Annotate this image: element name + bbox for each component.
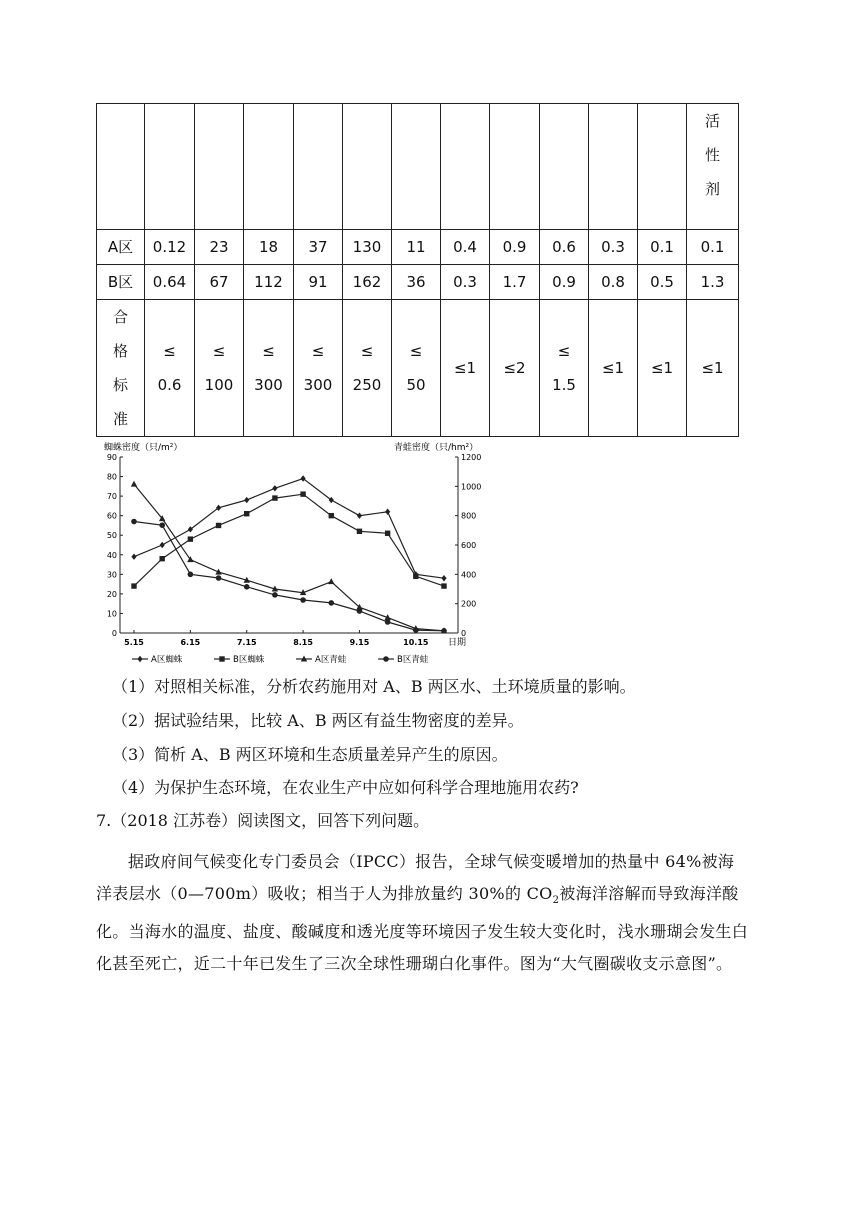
legend-marker	[219, 656, 224, 661]
data-point-series-0	[385, 509, 390, 515]
data-point-series-1	[272, 495, 277, 500]
data-point-series-3	[131, 519, 137, 525]
legend-label: B区青蛙	[397, 655, 429, 665]
question-3: （3）简析 A、B 两区环境和生态质量差异产生的原因。	[112, 745, 508, 764]
data-point-series-1	[159, 556, 164, 561]
data-point-series-1	[413, 574, 418, 579]
legend-label: B区蜘蛛	[233, 655, 265, 665]
data-point-series-0	[357, 512, 362, 518]
data-point-series-0	[188, 526, 193, 532]
series-line-0	[134, 479, 444, 579]
data-point-series-0	[216, 505, 221, 511]
legend-label: A区蜘蛛	[151, 655, 183, 665]
data-point-series-0	[131, 554, 136, 560]
y-right-tick-label: 400	[461, 570, 477, 580]
y-right-tick-label: 600	[461, 541, 477, 550]
header-cell-last: 活 性 剂	[687, 104, 739, 230]
y-right-tick-label: 0	[461, 629, 467, 638]
question-1: （1）对照相关标准，分析农药施用对 A、B 两区水、土环境质量的影响。	[112, 677, 636, 696]
y-left-tick-label: 50	[106, 531, 117, 541]
table-row-standard: 合 格 标 准 ≤ 0.6 ≤ 100 ≤ 300 ≤ 300 ≤ 250 ≤ 50 ≤1 ≤2 ≤ 1.5 ≤1 ≤1 ≤1	[97, 300, 739, 437]
data-point-series-3	[300, 597, 306, 603]
y-left-tick-label: 90	[106, 453, 117, 462]
data-point-series-3	[413, 627, 419, 633]
data-point-series-2	[328, 578, 334, 584]
x-tick-label: 7.15	[236, 638, 257, 647]
legend-label: A区青蛙	[315, 655, 347, 665]
series-line-1	[134, 494, 444, 586]
data-point-series-0	[329, 497, 334, 503]
standard-label-cell: 合 格 标 准	[97, 300, 145, 437]
x-tick-label: 5.15	[124, 638, 144, 647]
data-point-series-2	[131, 481, 137, 487]
y-right-tick-label: 1000	[461, 482, 482, 492]
data-point-series-1	[441, 583, 446, 588]
x-axis-label: 日期	[448, 638, 467, 648]
data-point-series-3	[188, 572, 194, 578]
ipcc-paragraph: 据政府间气候变化专门委员会（IPCC）报告，全球气候变暖增加的热量中 64%被海洋表层水（0—700m）吸收；相当于人为排放量约 30%的 $CO_2$被海洋溶解而导致海洋酸化。当海水的温度、盐度、酸碱度和透光度等环境因子发生较大变化时，浅水珊瑚会发生白化甚至死亡，近二十年已发生了三次全球性珊瑚白化事件。图为“大气圈碳收支示意图”。	[96, 852, 749, 973]
data-point-series-3	[216, 575, 222, 581]
chart-marks	[131, 475, 447, 633]
data-point-series-3	[272, 592, 278, 598]
data-point-series-0	[441, 575, 446, 581]
y-left-tick-label: 70	[106, 492, 117, 502]
x-tick-label: 6.15	[180, 638, 201, 647]
table-row-b: B区 0.64 67 112 91 162 36 0.3 1.7 0.9 0.8 0.5 1.3	[97, 265, 739, 300]
data-point-series-1	[216, 523, 221, 528]
y-right-tick-label: 200	[461, 599, 477, 609]
data-point-series-1	[357, 529, 362, 534]
data-point-series-1	[329, 513, 334, 518]
y-right-tick-label: 800	[461, 511, 477, 521]
x-tick-label: 9.15	[349, 638, 370, 647]
y-right-tick-label: 1200	[461, 453, 482, 462]
y-left-tick-label: 0	[111, 629, 117, 638]
data-point-series-1	[300, 491, 305, 496]
y-left-tick-label: 20	[106, 589, 117, 599]
row-label: B区	[97, 265, 145, 300]
y-left-tick-label: 60	[106, 511, 117, 521]
data-point-series-1	[188, 536, 193, 541]
data-point-series-1	[131, 583, 136, 588]
table-row-a: A区 0.12 23 18 37 130 11 0.4 0.9 0.6 0.3 0.1 0.1	[97, 230, 739, 265]
data-point-series-3	[441, 628, 447, 634]
data-point-series-1	[244, 511, 249, 516]
table-header-row	[97, 104, 739, 230]
y-left-tick-label: 80	[106, 472, 117, 482]
y-left-tick-label: 40	[106, 550, 117, 560]
question-7-heading: 7.（2018 江苏卷）阅读图文，回答下列问题。	[96, 811, 430, 830]
legend-marker	[383, 656, 389, 662]
pesticide-residue-table	[96, 103, 739, 437]
y-left-axis-label: 蜘蛛密度（只/m²）	[104, 443, 183, 453]
y-left-tick-label: 30	[106, 570, 117, 580]
x-tick-label: 10.15	[403, 638, 429, 647]
y-left-tick-label: 10	[106, 609, 117, 619]
data-point-series-3	[244, 584, 250, 590]
data-point-series-3	[328, 600, 334, 606]
x-tick-label: 8.15	[293, 638, 313, 647]
spider-frog-density-chart	[96, 437, 500, 669]
data-point-series-1	[385, 531, 390, 536]
question-4: （4）为保护生态环境，在农业生产中应如何科学合理地施用农药?	[112, 778, 579, 797]
data-point-series-3	[385, 619, 391, 625]
row-label: A区	[97, 230, 145, 265]
chart-legend	[132, 654, 429, 665]
series-line-3	[134, 522, 444, 631]
data-point-series-3	[357, 608, 363, 614]
y-right-axis-label: 青蛙密度（只/hm²）	[394, 443, 479, 453]
data-point-series-3	[159, 522, 165, 528]
data-point-series-0	[244, 497, 249, 503]
question-2: （2）据试验结果，比较 A、B 两区有益生物密度的差异。	[112, 711, 524, 730]
data-point-series-0	[160, 542, 165, 548]
data-point-series-0	[272, 485, 277, 491]
data-point-series-0	[300, 475, 305, 481]
legend-marker	[137, 656, 142, 662]
